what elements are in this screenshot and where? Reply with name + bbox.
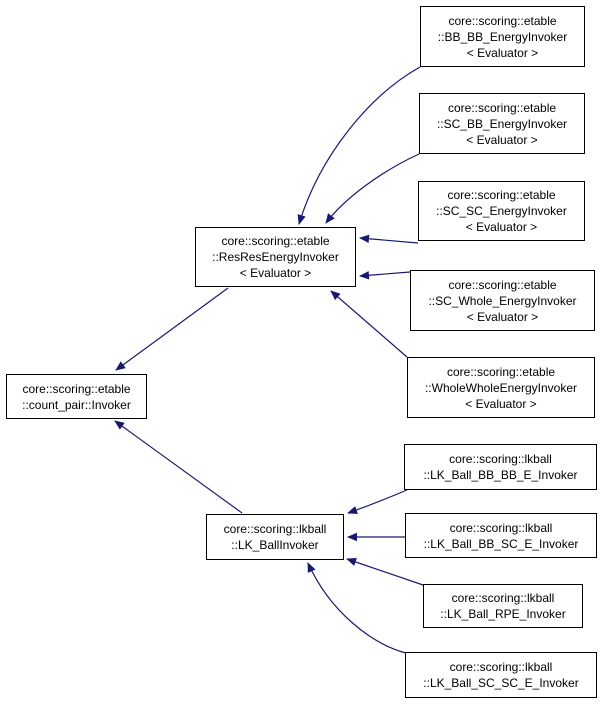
node-label: ::LK_Ball_BB_BB_E_Invoker: [423, 468, 578, 482]
node-label: core::scoring::etable: [221, 234, 330, 248]
node-sc-sc-energy-invoker[interactable]: [418, 181, 585, 241]
node-label: core::scoring::etable: [448, 13, 557, 28]
node-sc-bb-energy-invoker[interactable]: [419, 93, 585, 154]
node-label: core::scoring::etable: [22, 381, 131, 396]
node-res-res-energy-invoker[interactable]: [195, 227, 356, 287]
edge-scbb-to-resres: [326, 154, 419, 223]
edge-lkballbbbbe-to-lkball: [348, 490, 407, 513]
node-label: core::scoring::etable: [447, 188, 556, 202]
edge-lkball-to-countpair: [115, 421, 242, 513]
node-label: ::LK_Ball_RPE_Invoker: [440, 607, 566, 621]
node-label: < Evaluator >: [239, 266, 312, 280]
node-label: core::scoring::lkball: [223, 522, 327, 536]
node-label: ::LK_Ball_SC_SC_E_Invoker: [423, 676, 579, 690]
edge-wholewhole-to-resres: [331, 291, 407, 357]
node-label: ::count_pair::Invoker: [22, 397, 131, 412]
node-lk-ball-rpe-invoker[interactable]: [423, 584, 583, 628]
node-label: < Evaluator >: [465, 396, 537, 411]
node-label: core::scoring::lkball: [449, 452, 552, 466]
edge-lkballscsce-to-lkball: [308, 563, 406, 653]
node-lk-ball-sc-sc-e-invoker[interactable]: [405, 652, 597, 698]
edge-scwhole-to-resres: [360, 272, 410, 276]
node-label: ::ResResEnergyInvoker: [212, 250, 339, 264]
node-label: core::scoring::lkball: [449, 660, 553, 674]
node-lk-ball-invoker[interactable]: [206, 514, 344, 560]
node-label: core::scoring::etable: [448, 277, 557, 292]
node-label: < Evaluator >: [466, 45, 539, 60]
node-label: ::LK_BallInvoker: [231, 538, 319, 552]
node-label: ::SC_Whole_EnergyInvoker: [428, 293, 577, 308]
node-lk-ball-bb-sc-e-invoker[interactable]: [405, 513, 597, 558]
node-lk-ball-bb-bb-e-invoker[interactable]: [404, 444, 597, 490]
node-label: core::scoring::lkball: [449, 520, 553, 535]
node-bb-bb-energy-invoker[interactable]: [420, 6, 585, 67]
edge-bbbb-to-resres: [299, 67, 420, 224]
edge-resres-to-countpair: [116, 288, 228, 370]
node-label: core::scoring::lkball: [451, 591, 555, 605]
edge-scsc-to-resres: [360, 238, 418, 243]
node-label: < Evaluator >: [466, 132, 538, 147]
edge-lkballrpe-to-lkball: [347, 559, 423, 585]
node-sc-whole-energy-invoker[interactable]: [410, 270, 595, 331]
node-label: ::SC_BB_EnergyInvoker: [436, 116, 568, 131]
node-label: ::SC_SC_EnergyInvoker: [436, 204, 567, 218]
node-label: core::scoring::etable: [447, 100, 557, 115]
node-whole-whole-energy-invoker[interactable]: [407, 357, 595, 418]
node-label: core::scoring::etable: [446, 364, 556, 379]
node-count-pair-invoker[interactable]: [6, 374, 147, 419]
node-label: ::WholeWholeEnergyInvoker: [424, 380, 578, 395]
node-label: ::BB_BB_EnergyInvoker: [437, 29, 568, 44]
node-label: < Evaluator >: [466, 309, 539, 324]
node-label: < Evaluator >: [465, 220, 538, 234]
node-label: ::LK_Ball_BB_SC_E_Invoker: [423, 536, 579, 551]
